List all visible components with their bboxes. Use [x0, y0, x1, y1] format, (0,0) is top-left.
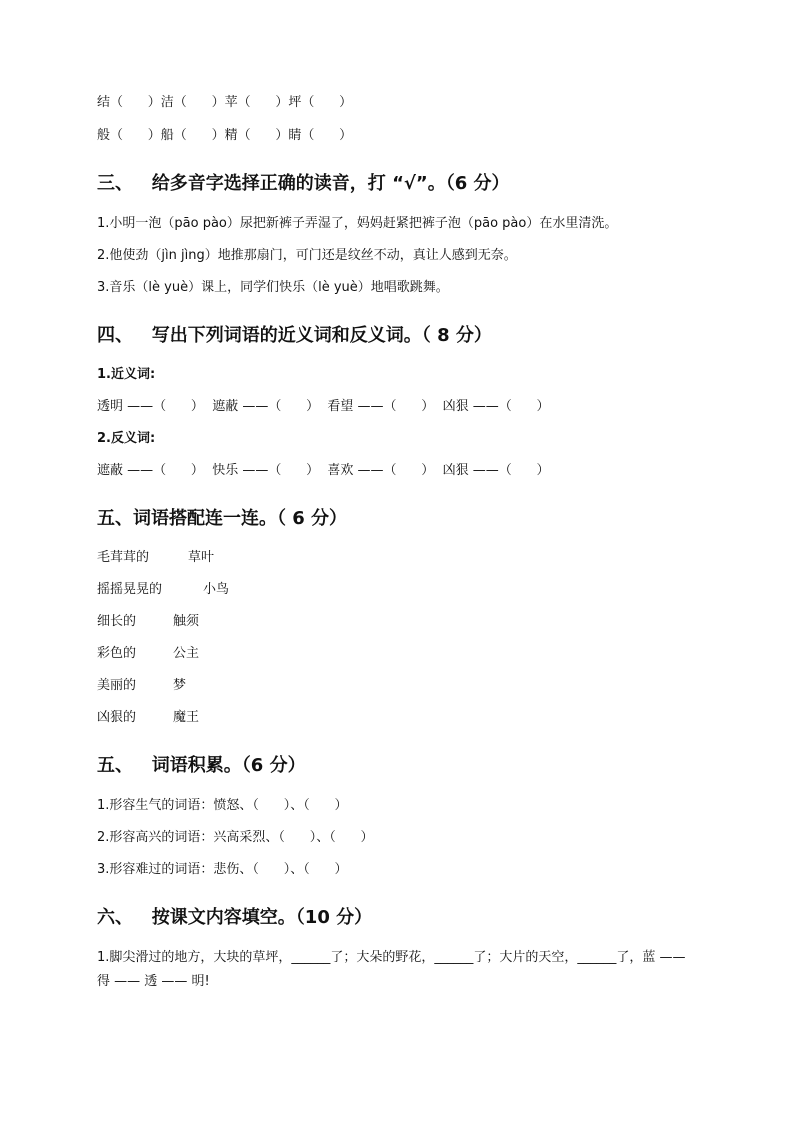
match-left-item: 彩色的 [97, 646, 137, 661]
fill-in-passage: 1.脚尖滑过的地方，大块的草坪，______了；大朵的野花，______了；大片的天空，______了，蓝 —— 得 —— 透 —— 明! [97, 950, 686, 989]
section-six-heading: 六、 按课文内容填空。（10 分） [97, 907, 373, 928]
synonym-row: 透明 ——（ ） 遮蔽 ——（ ） 看望 ——（ ） 凶狠 ——（ ） [97, 399, 550, 414]
section-five-match-heading: 五、词语搭配连一连。（ 6 分） [97, 508, 348, 529]
section-four-heading: 四、 写出下列词语的近义词和反义词。（ 8 分） [97, 325, 492, 346]
match-right-item: 公主 [173, 646, 200, 661]
match-right-item: 梦 [173, 678, 187, 693]
char-pairs-row-2: 般（ ）船（ ）精（ ）睛（ ） [97, 128, 353, 143]
match-left-item: 摇摇晃晃的 [97, 582, 163, 597]
antonym-row: 遮蔽 ——（ ） 快乐 ——（ ） 喜欢 ——（ ） 凶狠 ——（ ） [97, 463, 550, 478]
section-three-heading: 三、 给多音字选择正确的读音，打 “√”。（6 分） [97, 173, 510, 194]
word-item-3: 3.形容难过的词语：悲伤、（ ）、（ ） [97, 862, 348, 877]
section-five-words-heading: 五、 词语积累。（6 分） [97, 755, 306, 776]
polyphone-item-2: 2.他使劲（jìn jìng）地推那扇门，可门还是纹丝不动，真让人感到无奈。 [97, 248, 517, 263]
char-pairs-row-1: 结（ ）洁（ ）苹（ ）坪（ ） [97, 95, 353, 110]
match-left-item: 细长的 [97, 614, 137, 629]
match-right-item: 草叶 [188, 550, 215, 565]
polyphone-item-1: 1.小明一泡（pāo pào）尿把新裤子弄湿了，妈妈赶紧把裤子泡（pāo pào）在水里清洗。 [97, 216, 618, 231]
antonym-label: 2.反义词: [97, 431, 156, 446]
match-right-item: 魔王 [173, 710, 200, 725]
word-item-1: 1.形容生气的词语：愤怒、（ ）、（ ） [97, 798, 348, 813]
match-right-item: 触须 [173, 614, 200, 629]
match-left-item: 美丽的 [97, 678, 137, 693]
synonym-label: 1.近义词: [97, 367, 156, 382]
polyphone-item-3: 3.音乐（lè yuè）课上，同学们快乐（lè yuè）地唱歌跳舞。 [97, 280, 449, 295]
match-left-item: 凶狠的 [97, 710, 137, 725]
word-item-2: 2.形容高兴的词语：兴高采烈、（ ）、（ ） [97, 830, 374, 845]
match-left-item: 毛茸茸的 [97, 550, 150, 565]
match-right-item: 小鸟 [203, 582, 230, 597]
